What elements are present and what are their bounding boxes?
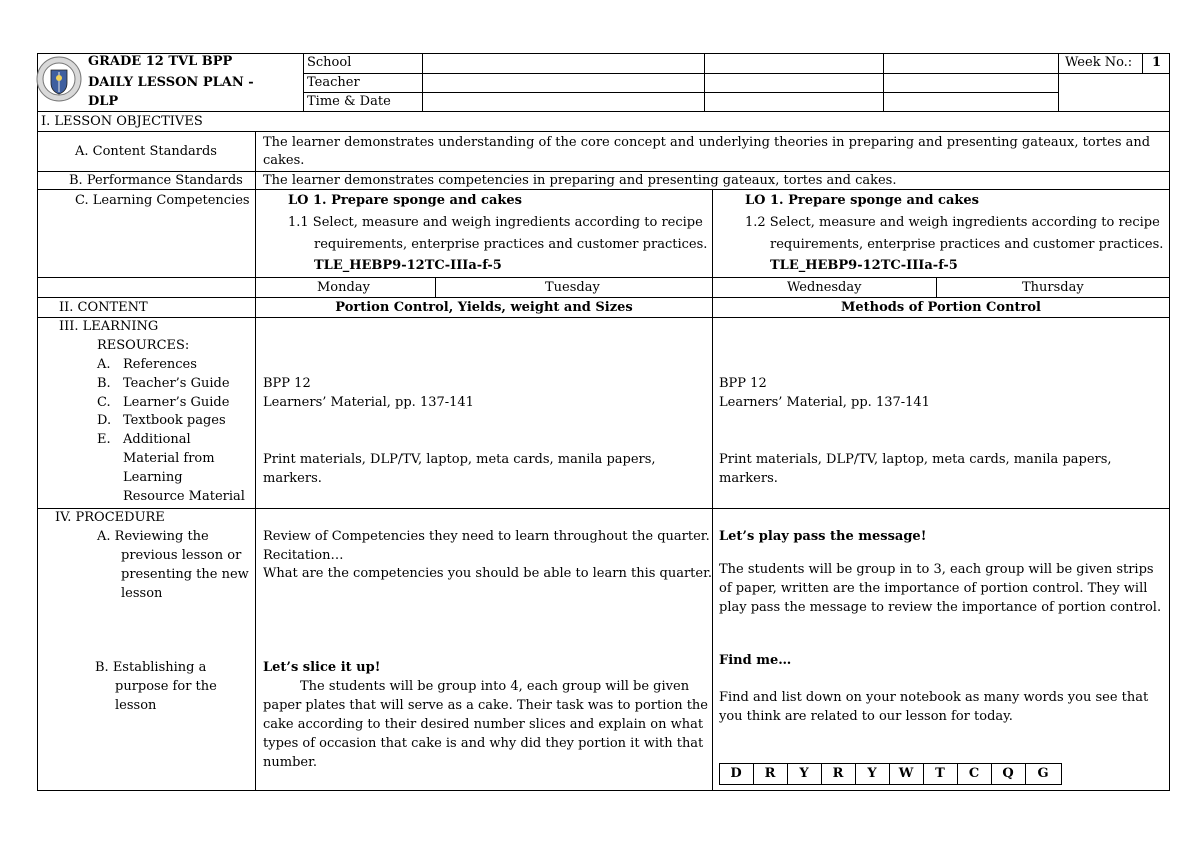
resource-item-letter: B. <box>97 376 111 391</box>
performance-standards-text: The learner demonstrates competencies in preparing and presenting gateaux, tortes and cakes. <box>263 173 897 188</box>
procedure-b-label: lesson <box>115 698 157 713</box>
content-standards-label: A. Content Standards <box>75 144 217 159</box>
procedure-b-left-text: cake according to their desired number slices and explain on what <box>263 717 704 732</box>
competency-code-right: TLE_HEBP9-12TC-IIIa-f-5 <box>770 258 958 273</box>
content-label: II. CONTENT <box>59 300 148 315</box>
lesson-objectives-heading: I. LESSON OBJECTIVES <box>41 114 203 129</box>
competency-left-line2: requirements, enterprise practices and customer practices. <box>314 237 708 252</box>
resource-pages-right: Learners’ Material, pp. 137-141 <box>719 395 930 410</box>
resource-item-letter: A. <box>97 357 111 372</box>
procedure-a-left-text: Review of Competencies they need to learn throughout the quarter. <box>263 529 710 544</box>
procedure-a-label: previous lesson or <box>121 548 242 563</box>
procedure-a-label: presenting the new <box>121 567 249 582</box>
competency-right-line1: 1.2 Select, measure and weigh ingredients according to recipe <box>745 215 1160 230</box>
grid-letter: R <box>764 766 776 781</box>
procedure-a-right-title: Let’s play pass the message! <box>719 529 927 544</box>
resource-item-additional-cont: Learning <box>123 470 183 485</box>
resource-item-textbook-pages: Textbook pages <box>123 413 226 428</box>
procedure-a-right-text: The students will be group in to 3, each group will be given strips <box>719 562 1154 577</box>
procedure-b-left-text: The students will be group into 4, each group will be given <box>300 679 690 694</box>
week-value: 1 <box>1152 55 1162 70</box>
week-label: Week No.: <box>1065 55 1133 70</box>
day-wednesday: Wednesday <box>787 280 862 295</box>
grid-letter: Y <box>799 766 809 781</box>
resource-book-left: BPP 12 <box>263 376 311 391</box>
day-monday: Monday <box>317 280 370 295</box>
performance-standards-label: B. Performance Standards <box>69 173 243 188</box>
lo-title-right: LO 1. Prepare sponge and cakes <box>745 193 979 208</box>
grid-letter: T <box>935 766 945 781</box>
procedure-b-left-text: number. <box>263 755 318 770</box>
content-standards-text-1: The learner demonstrates understanding of the core concept and underlying theories in preparing and presenting gateaux, tortes and <box>263 135 1151 150</box>
resource-materials-left-1: Print materials, DLP/TV, laptop, meta cards, manila papers, <box>263 452 656 467</box>
procedure-a-left-text: Recitation… <box>263 548 344 563</box>
resources-label-2: RESOURCES: <box>97 338 190 353</box>
grid-letter: R <box>832 766 844 781</box>
resource-item-letter: E. <box>97 432 111 447</box>
procedure-b-label: B. Establishing a <box>95 660 207 675</box>
deped-seal-logo <box>36 56 82 102</box>
competency-left-line1: 1.1 Select, measure and weigh ingredients according to recipe <box>288 215 703 230</box>
lo-title-left: LO 1. Prepare sponge and cakes <box>288 193 522 208</box>
content-topic-right: Methods of Portion Control <box>841 300 1041 315</box>
procedure-a-right-text: play pass the message to review the importance of portion control. <box>719 600 1162 615</box>
grid-letter: C <box>968 766 980 781</box>
procedure-a-label: lesson <box>121 586 163 601</box>
learning-competencies-label: C. Learning Competencies <box>75 193 250 208</box>
time-date-label: Time & Date <box>307 94 391 109</box>
grid-letter: Q <box>1002 766 1014 781</box>
content-standards-text-2: cakes. <box>263 153 305 168</box>
resource-item-references: References <box>123 357 197 372</box>
competency-right-line2: requirements, enterprise practices and customer practices. <box>770 237 1164 252</box>
resource-materials-right-2: markers. <box>719 471 778 486</box>
day-thursday: Thursday <box>1022 280 1084 295</box>
procedure-b-right-title: Find me… <box>719 653 792 668</box>
procedure-b-right-text: Find and list down on your notebook as many words you see that <box>719 690 1149 705</box>
time-date-field[interactable] <box>424 94 702 110</box>
procedure-label: IV. PROCEDURE <box>55 510 165 525</box>
teacher-label: Teacher <box>307 75 360 90</box>
dlp-abbrev: DLP <box>88 94 119 109</box>
competency-code-left: TLE_HEBP9-12TC-IIIa-f-5 <box>314 258 502 273</box>
procedure-b-label: purpose for the <box>115 679 217 694</box>
dlp-title: DAILY LESSON PLAN - <box>88 75 254 90</box>
grid-letter: W <box>898 766 914 781</box>
resource-materials-right-1: Print materials, DLP/TV, laptop, meta cards, manila papers, <box>719 452 1112 467</box>
procedure-b-right-text: you think are related to our lesson for today. <box>719 709 1013 724</box>
procedure-b-left-text: paper plates that will serve as a cake. Their task was to portion the <box>263 698 709 713</box>
procedure-a-left-text: What are the competencies you should be able to learn this quarter. <box>263 566 713 581</box>
grid-letter: Y <box>867 766 877 781</box>
resource-book-right: BPP 12 <box>719 376 767 391</box>
procedure-a-right-text: of paper, written are the importance of portion control. They will <box>719 581 1148 596</box>
teacher-field[interactable] <box>424 75 702 91</box>
resource-item-letter: D. <box>97 413 112 428</box>
procedure-a-label: A. Reviewing the <box>97 529 209 544</box>
resource-item-additional-cont: Resource Material <box>123 489 245 504</box>
content-topic-left: Portion Control, Yields, weight and Sizes <box>335 300 633 315</box>
school-label: School <box>307 55 352 70</box>
resource-item-learners-guide: Learner’s Guide <box>123 395 230 410</box>
school-field[interactable] <box>424 55 702 72</box>
resource-item-additional-cont: Material from <box>123 451 215 466</box>
resources-label-1: III. LEARNING <box>59 319 159 334</box>
resource-item-letter: C. <box>97 395 111 410</box>
resource-pages-left: Learners’ Material, pp. 137-141 <box>263 395 474 410</box>
resource-item-additional: Additional <box>123 432 191 447</box>
procedure-b-left-title: Let’s slice it up! <box>263 660 381 675</box>
grid-letter: G <box>1037 766 1049 781</box>
grid-letter: D <box>730 766 742 781</box>
grade-title: GRADE 12 TVL BPP <box>88 54 233 69</box>
resource-materials-left-2: markers. <box>263 471 322 486</box>
procedure-b-left-text: types of occasion that cake is and why did they portion it with that <box>263 736 704 751</box>
resource-item-teachers-guide: Teacher’s Guide <box>123 376 230 391</box>
day-tuesday: Tuesday <box>545 280 600 295</box>
